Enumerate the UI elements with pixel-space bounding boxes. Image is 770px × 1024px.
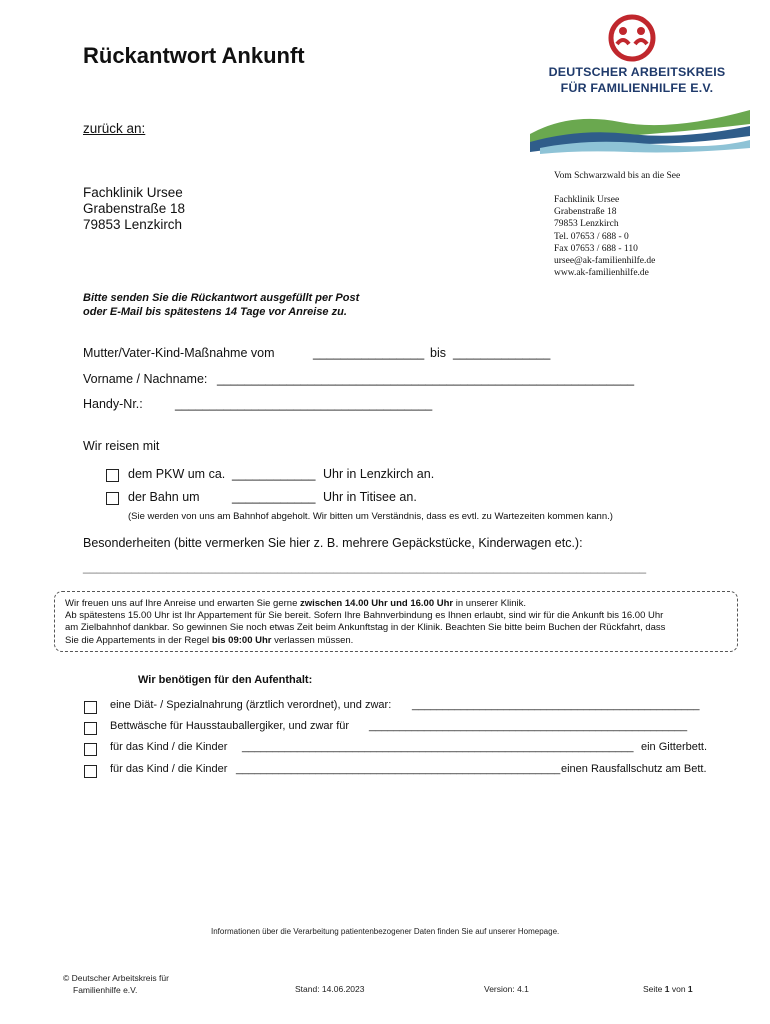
address-line-3: 79853 Lenzkirch xyxy=(83,217,183,232)
copyright xyxy=(63,972,169,996)
contact-city: 79853 Lenzkirch xyxy=(554,219,619,230)
crib-field[interactable]: ________________________________________________________________ xyxy=(242,741,634,753)
arrival-notice xyxy=(65,598,665,647)
car-suffix: Uhr in Lenzkirch an. xyxy=(323,467,435,481)
notice-line-1 xyxy=(65,598,665,610)
logo-text xyxy=(526,64,748,96)
contact-street: Grabenstraße 18 xyxy=(554,207,617,218)
logo-line-1: DEUTSCHER ARBEITSKREIS xyxy=(548,65,726,79)
train-label: der Bahn um xyxy=(128,490,200,504)
notice-text: verlassen müssen. xyxy=(271,634,354,646)
diet-label: eine Diät- / Spezialnahrung (ärztlich verordnet), und zwar: xyxy=(110,699,392,711)
contact-website[interactable]: www.ak-familienhilfe.de xyxy=(554,268,649,279)
bed-rail-checkbox[interactable] xyxy=(84,763,97,781)
address-line-1: Fachklinik Ursee xyxy=(83,185,183,200)
privacy-note: Informationen über die Verarbeitung patientenbezogener Daten finden Sie auf unserer Homepage. xyxy=(211,927,560,936)
contact-name: Fachklinik Ursee xyxy=(554,195,620,205)
page-current: 1 xyxy=(664,984,670,994)
needs-title: Wir benötigen für den Aufenthalt: xyxy=(138,674,313,686)
bedding-field[interactable]: ____________________________________________________ xyxy=(369,720,688,732)
page-text: von xyxy=(669,984,688,994)
checkbox-square-icon xyxy=(106,492,119,505)
crib-suffix: ein Gitterbett. xyxy=(641,741,708,753)
measure-bis-label: bis xyxy=(430,346,446,360)
name-label: Vorname / Nachname: xyxy=(83,372,208,386)
name-field[interactable]: ____________________________________________________________ xyxy=(217,372,635,386)
crib-checkbox[interactable] xyxy=(84,741,97,759)
phone-field[interactable]: _____________________________________ xyxy=(175,397,433,411)
instructions-line-1: Bitte senden Sie die Rückantwort ausgefüllt per Post xyxy=(83,292,360,304)
logo-line-2: FÜR FAMILIENHILFE E.V. xyxy=(560,81,714,95)
bed-rail-label: für das Kind / die Kinder xyxy=(110,763,228,775)
notice-checkout-time: bis 09:00 Uhr xyxy=(211,634,272,646)
measure-from-field[interactable]: ________________ xyxy=(313,346,425,360)
notice-line-3: am Zielbahnhof dankbar. So gewinnen Sie noch etwas Zeit beim Ankunftstag in der Klinik. Beachten Sie bitte beim Buchen der Rückfahrt, dass xyxy=(65,622,666,634)
return-to-label: zurück an: xyxy=(83,121,146,136)
landscape-wave-icon xyxy=(530,104,750,161)
page-number xyxy=(643,984,693,994)
bed-rail-suffix: einen Rausfallschutz am Bett. xyxy=(561,763,707,775)
recipient-address xyxy=(83,185,185,233)
organization-logo-icon xyxy=(603,14,661,67)
notice-text: in unserer Klinik. xyxy=(453,598,526,609)
car-label: dem PKW um ca. xyxy=(128,467,226,481)
stand-date: Stand: 14.06.2023 xyxy=(295,984,365,994)
checkbox-square-icon xyxy=(106,469,119,482)
train-suffix: Uhr in Titisee an. xyxy=(323,490,417,504)
car-checkbox[interactable] xyxy=(106,467,119,485)
measure-to-field[interactable]: ______________ xyxy=(453,346,551,360)
copyright-line-1: © Deutscher Arbeitskreis für xyxy=(63,973,169,983)
contact-email[interactable]: ursee@ak-familienhilfe.de xyxy=(554,256,656,267)
checkbox-square-icon xyxy=(84,765,97,778)
instructions xyxy=(83,291,359,319)
notice-line-2: Ab spätestens 15.00 Uhr ist Ihr Appartement für Sie bereit. Sofern Ihre Bahnverbindung es Ihnen erlaubt, sind wir für die Ankunft bis 16.00 Uhr xyxy=(65,610,664,622)
notice-time-window: zwischen 14.00 Uhr und 16.00 Uhr xyxy=(300,598,454,609)
special-label: Besonderheiten (bitte vermerken Sie hier z. B. mehrere Gepäckstücke, Kinderwagen etc.): xyxy=(83,536,583,550)
train-note: (Sie werden von uns am Bahnhof abgeholt. Wir bitten um Verständnis, dass es evtl. zu Wartezeiten kommen kann.) xyxy=(128,511,613,522)
checkbox-square-icon xyxy=(84,701,97,714)
bed-rail-field[interactable]: _____________________________________________________ xyxy=(236,763,561,775)
notice-text: Sie die Appartements in der Regel xyxy=(65,634,212,646)
page-title: Rückantwort Ankunft xyxy=(83,43,305,68)
special-field[interactable]: _________________________________________________________________________________ xyxy=(83,560,647,574)
notice-line-4 xyxy=(65,635,665,647)
address-line-2: Grabenstraße 18 xyxy=(83,201,186,216)
bedding-checkbox[interactable] xyxy=(84,720,97,738)
diet-field[interactable]: _______________________________________________ xyxy=(412,699,700,711)
train-time-field[interactable]: ____________ xyxy=(232,490,316,504)
checkbox-square-icon xyxy=(84,743,97,756)
instructions-line-2: oder E-Mail bis spätestens 14 Tage vor Anreise zu. xyxy=(83,306,347,318)
phone-label: Handy-Nr.: xyxy=(83,397,143,411)
crib-label: für das Kind / die Kinder xyxy=(110,741,228,753)
notice-text: Wir freuen uns auf Ihre Anreise und erwarten Sie gerne xyxy=(65,598,300,609)
diet-checkbox[interactable] xyxy=(84,699,97,717)
train-checkbox[interactable] xyxy=(106,490,119,508)
copyright-line-2: Familienhilfe e.V. xyxy=(73,985,138,995)
version: Version: 4.1 xyxy=(484,984,529,994)
contact-block xyxy=(554,194,655,279)
contact-fax: Fax 07653 / 688 - 110 xyxy=(554,243,638,254)
checkbox-square-icon xyxy=(84,722,97,735)
page-text: Seite xyxy=(643,984,665,994)
page-total: 1 xyxy=(687,984,693,994)
car-time-field[interactable]: ____________ xyxy=(232,467,316,481)
contact-tel: Tel. 07653 / 688 - 0 xyxy=(554,231,629,242)
bedding-label: Bettwäsche für Hausstauballergiker, und zwar für xyxy=(110,720,350,732)
measure-label: Mutter/Vater-Kind-Maßnahme vom xyxy=(83,346,275,360)
tagline: Vom Schwarzwald bis an die See xyxy=(554,171,681,181)
travel-label: Wir reisen mit xyxy=(83,439,160,453)
